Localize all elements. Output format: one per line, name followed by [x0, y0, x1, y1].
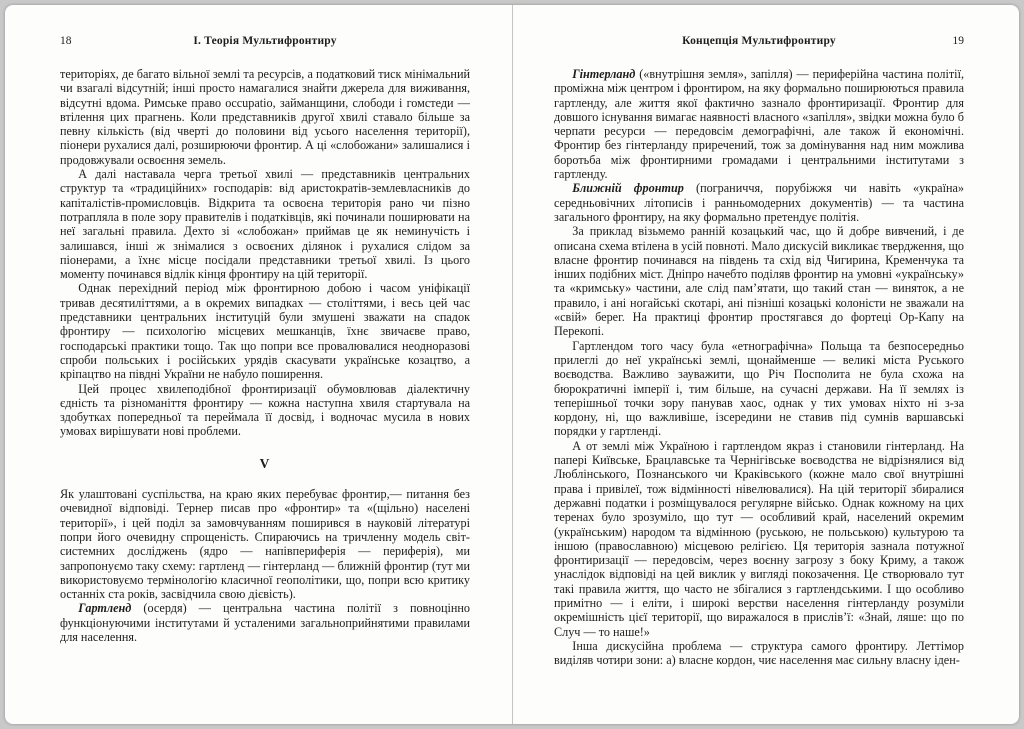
- paragraph: А далі наставала черга третьої хвилі — представників центральних структур та «традиційних» господарів: від аристократів-землевласників до капіталістів-промисловців. Відкрита та освоєна територія рано чи пізно потрапляла в поле зору правителів і податківців, які починали поширювати на неї загальні правила. Дехто зі «слобожан» приймав це як неминучість і залишався, інші ж знімалися з освоєних ділянок і рухалися слідом за піонерами, а їхнє місце посідали представники третьої хвилі. Із цього моменту починався відлік кінця фронтиру на цій території.: [60, 167, 470, 282]
- paragraph: Як улаштовані суспільства, на краю яких перебуває фронтир,— питання без очевидної відповіді. Тернер писав про «фронтир» та «(щільно) населені території», і цей поділ за замовчуванням поширився в науковій літературі попри його очевидну спрощеність. Спираючись на тричленну модель світ-системних досліджень (ядро — напівпериферія — периферія), ми запропонуємо таку схему: гартленд — гінтерланд — ближній фронтир (тут ми використовуємо термінологію класичної геополітики, що, попри всю критику останніх ста років, засвідчила свою дієвість).: [60, 487, 470, 602]
- running-head: Концепція Мультифронтиру: [682, 35, 836, 47]
- running-head: І. Теорія Мультифронтиру: [193, 35, 337, 47]
- paragraph: Цей процес хвилеподібної фронтиризації обумовлював діалектичну єдність та різноманіття фронтиру — кожна наступна хвиля стартувала на здобутках попередньої та переймала її досвід, і водночас мусила в нових умовах вирішувати нові проблеми.: [60, 381, 470, 439]
- lead-term: Ближній фронтир: [572, 181, 684, 196]
- paragraph: територіях, де багато вільної землі та ресурсів, а податковий тиск мінімальний чи взагалі відсутній; інші просто намагалися знайти джерела для виживання, відсутні вдома. Римське право occupatio, займанщини, слободи і гомстеди — втілення цих прагнень. Коли представників другої хвилі ставало більше за певну кількість (від чверті до половини від усього населення території), піонери рухалися далі, розширюючи фронтир. А ці «слобожани» залишалися і продовжували освоєння земель.: [60, 67, 470, 167]
- paragraph: Однак перехідний період між фронтирною добою і часом уніфікації тривав десятиліттями, а в окремих випадках — століттями, і весь цей час представники центральних інституцій були змушені зважати на спадок фронтиру — психологію місцевих мешканців, їхнє звичаєве право, господарські практики тощо. Так що попри все провалювалися неодноразові спроби польських і російських урядів скасувати українське козацтво, а кріпацтво на півдні України не набуло поширення.: [60, 281, 470, 382]
- paragraph: Інша дискусійна проблема — структура самого фронтиру. Леттімор виділяв чотири зони: а) власне кордон, чиє населення має сильну власну іден-: [554, 638, 964, 668]
- paragraph: За приклад візьмемо ранній козацький час, що й добре вивчений, і де описана схема втілена в усій повноті. Мало дискусій викликає твердження, що власне фронтир починався на південь та схід від Чигирина, Кременчука та інших подібних міст. Дніпро начебто поділяв фронтир на умовні «українську» та «кримську» частини, але слід памʼятати, що такий стан — виняток, а не правило, і ані ногайські скотарі, ані пізніші козацькі колоністи не зважали на «свій» берег. На практиці фронтир простягався до фортеці Ор-Капу на Перекопі.: [554, 224, 964, 339]
- paragraph: Гартленд (осердя) — центральна частина політії з повноцінно функціонуючими інститутами й усталеними загальноприйнятими правилами для населення.: [60, 601, 470, 644]
- paragraph: А от землі між Україною і гартлендом якраз і становили гінтерланд. На папері Київське, Брацлавське та Чернігівське воєводства не відрізнялися від Люблінського, Познанського чи Краківського (кожне мало свої внутрішні права і привілеї, тож відмінності нівелювалися). На цій території збиралися державні податки і розміщувалося регулярне військо. Однак кожному на цих теренах було зрозуміло, що тут — особливий край, населений окремим (українським) народом та відмінною (руською, не польською) культурою та іншою (православною) місцевою релігією. Ця територія зазнала потужної фронтиризації — передовсім, через воєнну загрозу з боку Криму, а також унаслідок відповіді на цей виклик у вигляді покозачення. Це створювало тут такі правила життя, що часто не збігалися з гартлендськими. І що особливо примітно — і еліти, і широкі верстви населення гінтерланду розуміли окремішність цієї території, що виражалося в прислівʼї: «Знай, ляше: що по Случ — то наше!»: [554, 438, 964, 639]
- page-header: [554, 35, 964, 53]
- page-body: [60, 67, 470, 644]
- page-header: [60, 35, 470, 53]
- page-number: 19: [952, 35, 964, 47]
- book-spread: [5, 5, 1019, 724]
- left-page: [5, 5, 512, 724]
- paragraph: Гартлендом того часу була «етнографічна» Польща та безпосередньо прилеглі до неї українські землі, щонайменше — великі міста Руського воєводства. Важливо зауважити, що Річ Посполита не була схожа на бюрократичні імперії і, тим більше, на сучасні держави. На її землях із теперішньої точки зору панував хаос, однак у тих умовах ніхто ні з-за кордону, ні, що важливіше, ізсередини не ставив під сумнів варшавські порядки у гартленді.: [554, 338, 964, 439]
- lead-term: Гартленд: [78, 601, 132, 616]
- gutter-divider: [512, 5, 513, 724]
- paragraph: Гінтерланд («внутрішня земля», запілля) — периферійна частина політії, проміжна між центром і фронтиром, на яку формально поширюються правила гартленду, але життя якої фактично зазнало фронтиризації. Фронтир для довшого існування вимагає наявності власного «запілля», звідки можна було б черпати ресурси — передовсім демографічні, але також й економічні. Фронтир без гінтерланду приречений, тож за домінування над ним можлива боротьба між фронтирними громадами і центральними інститутами з гартленду.: [554, 67, 964, 182]
- page-number: 18: [60, 35, 72, 47]
- right-page: [512, 5, 1019, 724]
- page-body: [554, 67, 964, 667]
- lead-term: Гінтерланд: [572, 67, 636, 81]
- paragraph: Ближній фронтир (пограниччя, порубіжжя чи навіть «україна» середньовічних літописів і ранньомодерних документів) — та частина загального фронтиру, на яку формально претендує політія.: [554, 181, 965, 224]
- section-mark: V: [259, 455, 271, 471]
